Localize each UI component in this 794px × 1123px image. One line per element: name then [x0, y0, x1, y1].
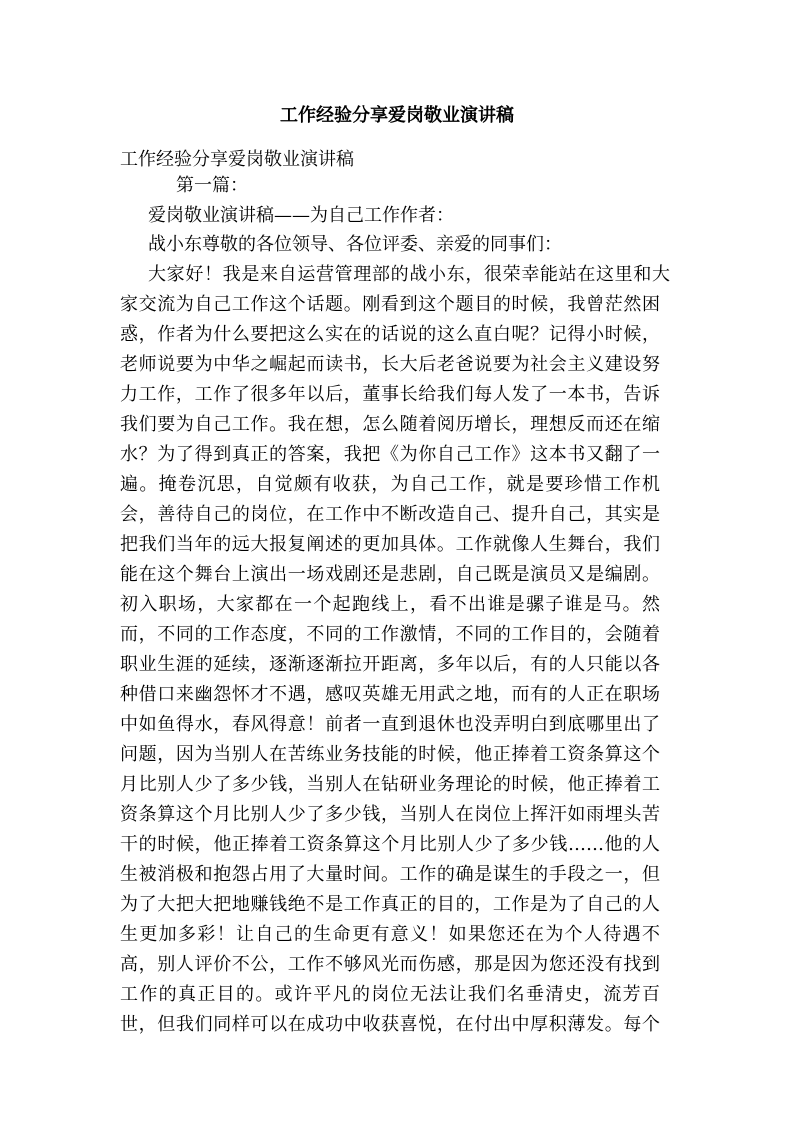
body-line: 而，不同的工作态度，不同的工作激情，不同的工作目的，会随着 [120, 624, 660, 645]
body-line: 水？为了得到真正的答案，我把《为你自己工作》这本书又翻了一 [120, 444, 660, 465]
body-line: 初入职场，大家都在一个起跑线上，看不出谁是骡子谁是马。然 [120, 594, 660, 615]
body-line: 资条算这个月比别人少了多少钱，当别人在岗位上挥汗如雨埋头苦 [120, 804, 660, 825]
body-line: 职业生涯的延续，逐渐逐渐拉开距离，多年以后，有的人只能以各 [120, 654, 660, 675]
body-line: 大家好！我是来自运营管理部的战小东，很荣幸能站在这里和大 [148, 264, 670, 285]
document-heading: 工作经验分享爱岗敬业演讲稿 [120, 149, 354, 170]
body-line: 我们要为自己工作。我在想，怎么随着阅历增长，理想反而还在缩 [120, 414, 660, 435]
body-line: 力工作，工作了很多年以后，董事长给我们每人发了一本书，告诉 [120, 384, 660, 405]
body-line: 老师说要为中华之崛起而读书，长大后老爸说要为社会主义建设努 [120, 354, 660, 375]
salutation: 战小东尊敬的各位领导、各位评委、亲爱的同事们： [148, 234, 562, 255]
body-line: 问题，因为当别人在苦练业务技能的时候，他正捧着工资条算这个 [120, 744, 660, 765]
body-line: 中如鱼得水，春风得意！前者一直到退休也没弄明白到底哪里出了 [120, 714, 660, 735]
document-title: 工作经验分享爱岗敬业演讲稿 [280, 105, 514, 126]
body-line: 月比别人少了多少钱，当别人在钻研业务理论的时候，他正捧着工 [120, 774, 660, 795]
body-line: 高，别人评价不公，工作不够风光而伤感，那是因为您还没有找到 [120, 954, 660, 975]
body-line: 能在这个舞台上演出一场戏剧还是悲剧，自己既是演员又是编剧。 [120, 564, 660, 585]
body-line: 工作的真正目的。或许平凡的岗位无法让我们名垂清史，流芳百 [120, 984, 660, 1005]
body-line: 生被消极和抱怨占用了大量时间。工作的确是谋生的手段之一，但 [120, 864, 660, 885]
body-line: 为了大把大把地赚钱绝不是工作真正的目的，工作是为了自己的人 [120, 894, 660, 915]
body-line: 生更加多彩！让自己的生命更有意义！如果您还在为个人待遇不 [120, 924, 660, 945]
body-line: 家交流为自己工作这个话题。刚看到这个题目的时候，我曾茫然困 [120, 294, 660, 315]
body-line: 种借口来幽怨怀才不遇，感叹英雄无用武之地，而有的人正在职场 [120, 684, 660, 705]
speech-title: 爱岗敬业演讲稿——为自己工作作者： [148, 205, 454, 226]
body-line: 惑，作者为什么要把这么实在的话说的这么直白呢？记得小时候， [120, 324, 660, 345]
body-line: 遍。掩卷沉思，自觉颇有收获，为自己工作，就是要珍惜工作机 [120, 474, 660, 495]
body-line: 把我们当年的远大报复阐述的更加具体。工作就像人生舞台，我们 [120, 534, 660, 555]
body-line: 会，善待自己的岗位，在工作中不断改造自己、提升自己，其实是 [120, 504, 660, 525]
section-label: 第一篇： [176, 175, 248, 196]
body-line: 世，但我们同样可以在成功中收获喜悦，在付出中厚积薄发。每个 [120, 1014, 660, 1035]
body-line: 干的时候，他正捧着工资条算这个月比别人少了多少钱……他的人 [120, 834, 660, 855]
